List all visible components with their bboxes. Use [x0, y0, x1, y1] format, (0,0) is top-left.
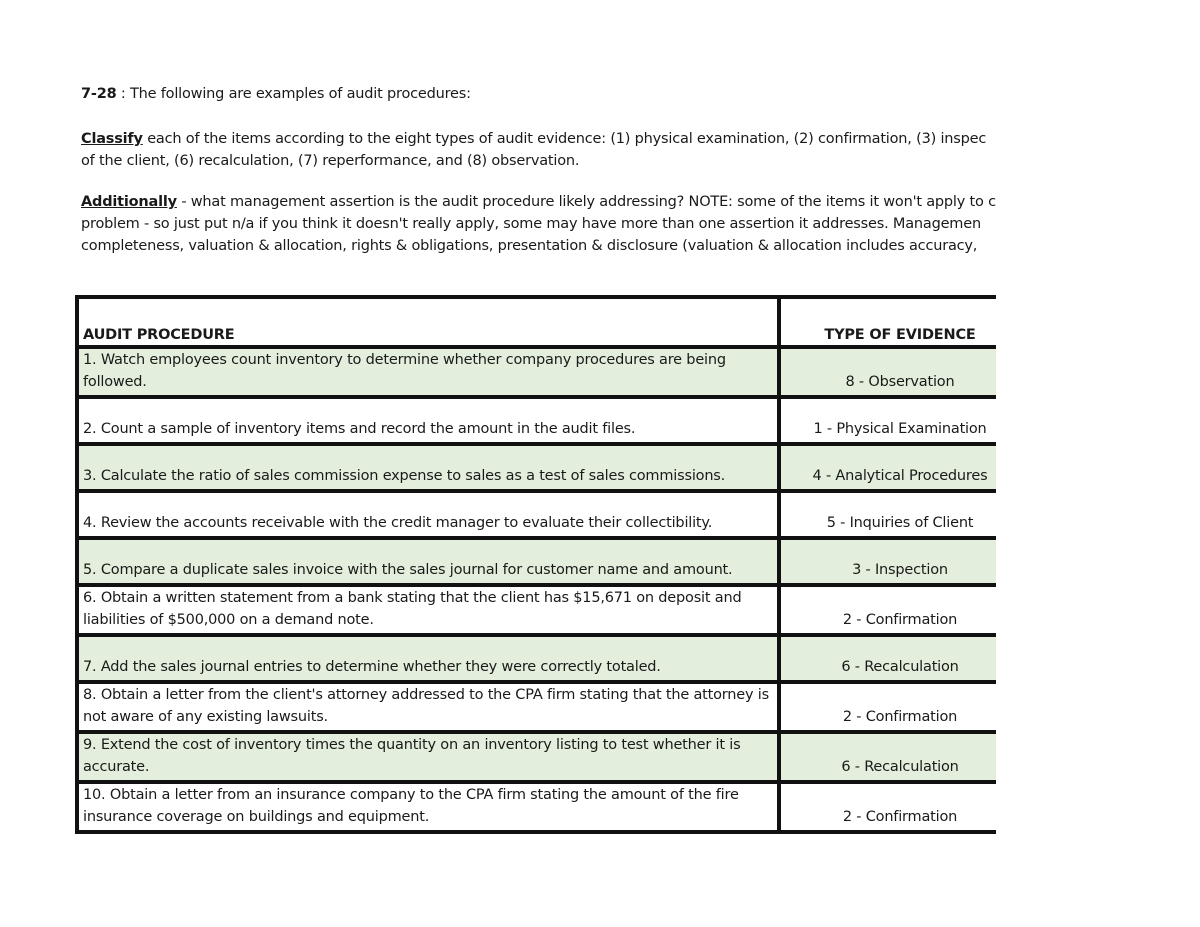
header-type-of-evidence: TYPE OF EVIDENCE — [779, 297, 996, 347]
evidence-type-cell[interactable]: 2 - Confirmation — [779, 585, 996, 635]
evidence-type-cell[interactable]: 8 - Observation — [779, 347, 996, 397]
problem-heading — [81, 86, 471, 102]
additionally-line-1-text: - what management assertion is the audit procedure likely addressing? NOTE: some of the items it won't apply to c — [176, 194, 996, 210]
procedure-cell[interactable]: 10. Obtain a letter from an insurance company to the CPA firm stating the amount of the fire insurance coverage on buildings and equipment. — [77, 782, 779, 832]
table-row — [77, 347, 996, 397]
procedure-cell[interactable]: 6. Obtain a written statement from a bank stating that the client has $15,671 on deposit and liabilities of $500,000 on a demand note. — [77, 585, 779, 635]
problem-number: 7-28 — [81, 86, 117, 102]
table-header-row — [77, 297, 996, 347]
problem-heading-text: : The following are examples of audit procedures: — [116, 86, 471, 102]
procedure-cell[interactable]: 2. Count a sample of inventory items and record the amount in the audit files. — [77, 397, 779, 444]
evidence-type-cell[interactable]: 6 - Recalculation — [779, 732, 996, 782]
classify-keyword: Classify — [81, 131, 143, 147]
additionally-keyword: Additionally — [81, 194, 177, 210]
procedure-cell[interactable]: 7. Add the sales journal entries to determine whether they were correctly totaled. — [77, 635, 779, 682]
classify-line-1-text: each of the items according to the eight types of audit evidence: (1) physical examination, (2) confirmation, (3) inspec — [142, 131, 987, 147]
evidence-type-cell[interactable]: 2 - Confirmation — [779, 782, 996, 832]
evidence-type-cell[interactable]: 6 - Recalculation — [779, 635, 996, 682]
procedure-cell[interactable]: 3. Calculate the ratio of sales commission expense to sales as a test of sales commissions. — [77, 444, 779, 491]
classify-instruction-line-1 — [81, 131, 986, 147]
procedure-cell[interactable]: 1. Watch employees count inventory to determine whether company procedures are being followed. — [77, 347, 779, 397]
procedure-cell[interactable]: 8. Obtain a letter from the client's attorney addressed to the CPA firm stating that the attorney is not aware of any existing lawsuits. — [77, 682, 779, 732]
table-row — [77, 682, 996, 732]
audit-procedures-table — [75, 295, 996, 834]
table-row — [77, 635, 996, 682]
evidence-type-cell[interactable]: 3 - Inspection — [779, 538, 996, 585]
evidence-type-cell[interactable]: 4 - Analytical Procedures — [779, 444, 996, 491]
table-row — [77, 538, 996, 585]
procedure-cell[interactable]: 4. Review the accounts receivable with the credit manager to evaluate their collectibility. — [77, 491, 779, 538]
procedure-cell[interactable]: 9. Extend the cost of inventory times the quantity on an inventory listing to test whether it is accurate. — [77, 732, 779, 782]
table-row — [77, 397, 996, 444]
additionally-instruction-line-2: problem - so just put n/a if you think it doesn't really apply, some may have more than one assertion it addresses. Managemen — [81, 216, 981, 232]
table-row — [77, 491, 996, 538]
evidence-type-cell[interactable]: 2 - Confirmation — [779, 682, 996, 732]
evidence-type-cell[interactable]: 1 - Physical Examination — [779, 397, 996, 444]
additionally-instruction-line-3: completeness, valuation & allocation, rights & obligations, presentation & disclosure (valuation & allocation includes accuracy, — [81, 238, 978, 254]
table-row — [77, 444, 996, 491]
table-row — [77, 782, 996, 832]
table-row — [77, 585, 996, 635]
evidence-type-cell[interactable]: 5 - Inquiries of Client — [779, 491, 996, 538]
table-row — [77, 732, 996, 782]
classify-instruction-line-2: of the client, (6) recalculation, (7) reperformance, and (8) observation. — [81, 153, 580, 169]
procedure-cell[interactable]: 5. Compare a duplicate sales invoice with the sales journal for customer name and amount. — [77, 538, 779, 585]
additionally-instruction-line-1 — [81, 194, 996, 210]
header-audit-procedure: AUDIT PROCEDURE — [77, 297, 779, 347]
